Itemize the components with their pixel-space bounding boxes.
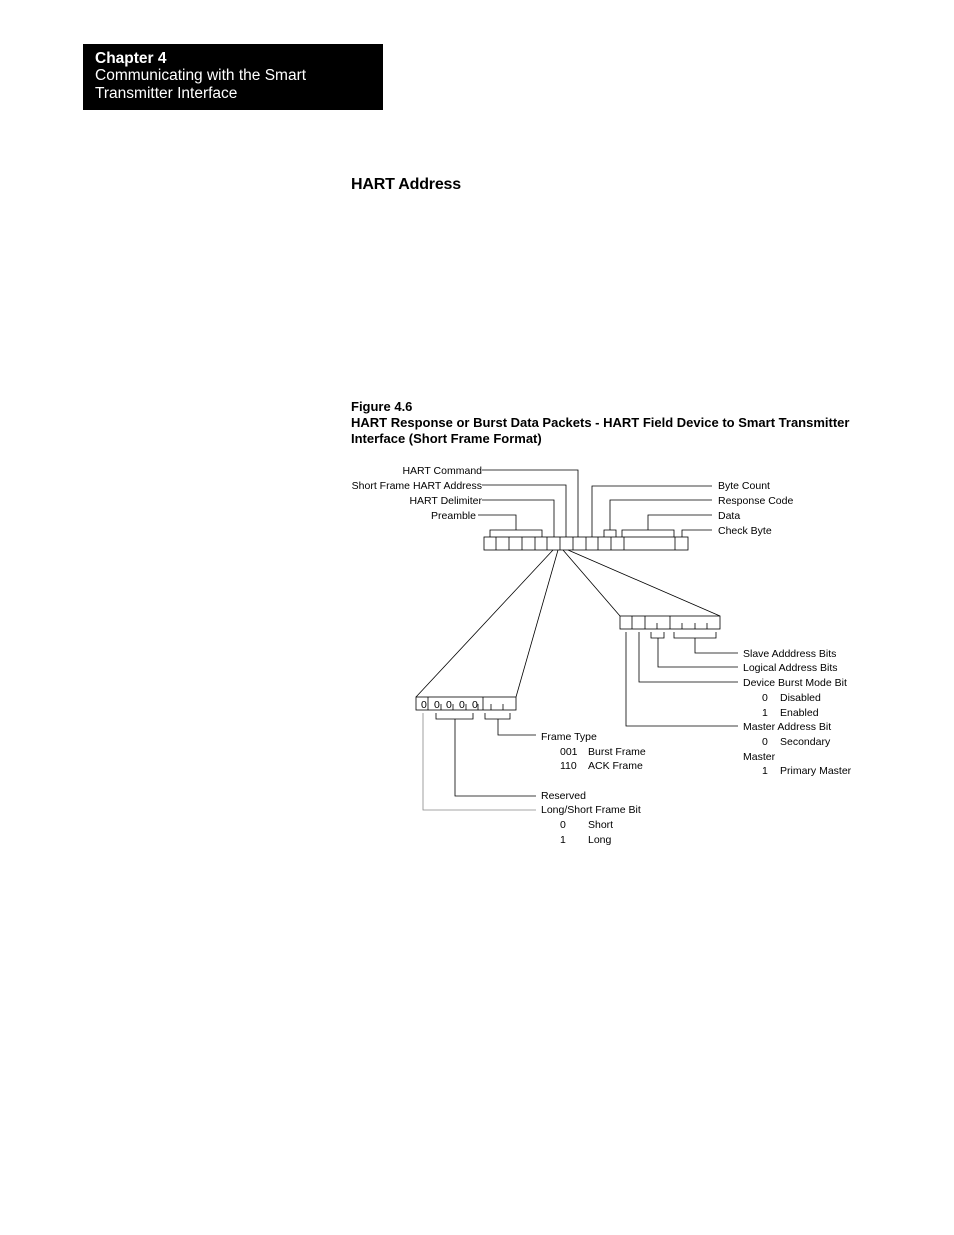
delimiter-bit-5: 0 bbox=[472, 699, 478, 711]
figure-number: Figure 4.6 bbox=[351, 399, 413, 414]
label-check-byte: Check Byte bbox=[718, 525, 772, 537]
delimiter-bit-4: 0 bbox=[459, 699, 465, 711]
label-logical-address-bits: Logical Address Bits bbox=[743, 662, 838, 674]
master-text-1: Secondary bbox=[780, 736, 831, 748]
label-hart-command: HART Command bbox=[402, 465, 482, 477]
frame-type-text-1: Burst Frame bbox=[588, 746, 646, 758]
label-hart-delimiter: HART Delimiter bbox=[409, 495, 482, 507]
delimiter-bit-3: 0 bbox=[446, 699, 452, 711]
delimiter-bit-2: 0 bbox=[434, 699, 440, 711]
chapter-title-line-1: Communicating with the Smart bbox=[95, 67, 307, 84]
long-short-code-1: 0 bbox=[560, 819, 566, 831]
frame-type-code-2: 110 bbox=[560, 760, 577, 772]
label-long-short-frame-bit: Long/Short Frame Bit bbox=[541, 804, 641, 816]
master-code-1: 0 bbox=[762, 736, 768, 748]
label-device-burst-mode-bit: Device Burst Mode Bit bbox=[743, 677, 847, 689]
burst-mode-code-1: 0 bbox=[762, 692, 768, 704]
burst-mode-code-2: 1 bbox=[762, 707, 768, 719]
long-short-code-2: 1 bbox=[560, 834, 566, 846]
frame-type-text-2: ACK Frame bbox=[588, 760, 643, 772]
label-slave-address-bits: Slave Adddress Bits bbox=[743, 648, 837, 660]
long-short-text-2: Long bbox=[588, 834, 612, 846]
label-master-address-bit: Master Address Bit bbox=[743, 721, 832, 733]
label-byte-count: Byte Count bbox=[718, 480, 770, 492]
left-leaders bbox=[478, 470, 578, 537]
right-leaders bbox=[592, 486, 712, 537]
address-byte bbox=[620, 616, 720, 629]
long-short-text-1: Short bbox=[588, 819, 614, 831]
packet-row bbox=[484, 537, 688, 550]
figure-caption-line-2: Interface (Short Frame Format) bbox=[351, 431, 542, 446]
label-preamble: Preamble bbox=[431, 510, 476, 522]
burst-mode-text-2: Enabled bbox=[780, 707, 819, 719]
delimiter-byte bbox=[416, 697, 516, 711]
label-response-code: Response Code bbox=[718, 495, 794, 507]
delimiter-bit-1: 0 bbox=[421, 699, 427, 711]
label-data: Data bbox=[718, 510, 741, 522]
burst-mode-text-1: Disabled bbox=[780, 692, 821, 704]
master-text-2: Primary Master bbox=[780, 765, 852, 777]
frame-type-code-1: 001 bbox=[560, 746, 578, 758]
label-frame-type: Frame Type bbox=[541, 731, 597, 743]
figure-caption-line-1: HART Response or Burst Data Packets - HART Field Device to Smart Transmitter bbox=[351, 415, 850, 430]
label-reserved: Reserved bbox=[541, 790, 586, 802]
master-code-2: 1 bbox=[762, 765, 768, 777]
label-short-frame-address: Short Frame HART Address bbox=[351, 480, 482, 492]
chapter-number: Chapter 4 bbox=[95, 50, 167, 67]
master-text-1-cont: Master bbox=[743, 751, 776, 763]
chapter-title-line-2: Transmitter Interface bbox=[95, 85, 238, 102]
section-title: HART Address bbox=[351, 176, 461, 193]
